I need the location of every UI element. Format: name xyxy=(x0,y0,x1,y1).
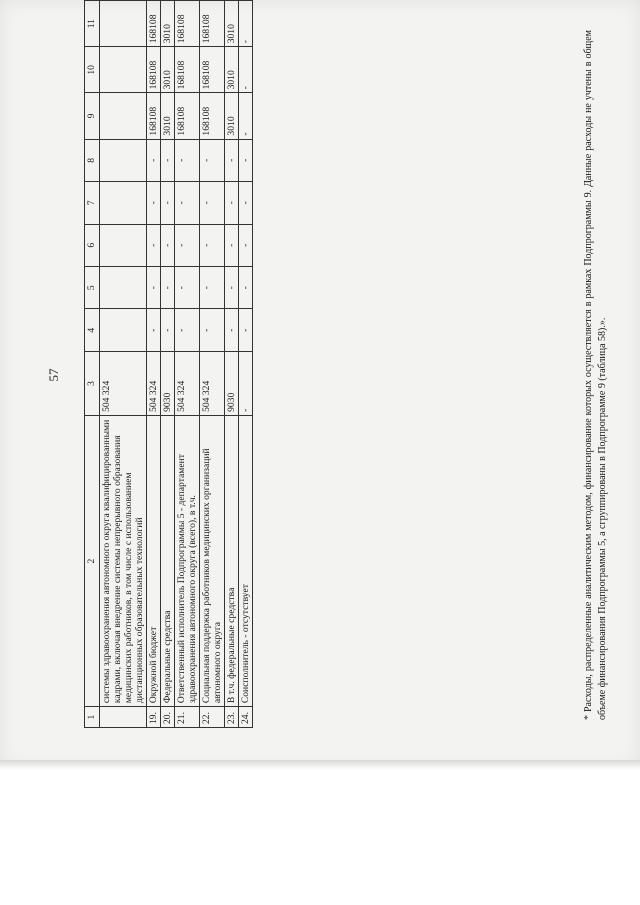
table-cell: - xyxy=(147,224,161,266)
table-cell: - xyxy=(200,182,225,224)
page-number: 57 xyxy=(46,368,61,382)
table-cell: - xyxy=(225,309,239,351)
row-name: системы здравоохранения автономного округа квалифицированными кадрами, включая внедрение системы непрерывного образования медицинских работников, в том числе с использованием дистанционных образовательных технологий xyxy=(100,415,147,706)
table-cell: 168108 xyxy=(175,93,200,139)
header-cell: 6 xyxy=(85,224,100,266)
table-cell: 3010 xyxy=(225,1,239,47)
table-row xyxy=(161,1,175,728)
table-cell: - xyxy=(161,224,175,266)
header-cell: 2 xyxy=(85,415,100,706)
row-number xyxy=(100,707,147,728)
table-cell: 168108 xyxy=(147,93,161,139)
table-cell: 3010 xyxy=(161,1,175,47)
table-row xyxy=(200,1,225,728)
table-cell: - xyxy=(239,93,253,139)
row-number: 23. xyxy=(225,707,239,728)
row-number: 24. xyxy=(239,707,253,728)
table-cell: 504 324 xyxy=(175,351,200,415)
table-cell: - xyxy=(225,182,239,224)
table-cell: - xyxy=(147,182,161,224)
table-cell: - xyxy=(175,224,200,266)
table-cell: 168108 xyxy=(147,47,161,93)
header-cell: 1 xyxy=(85,707,100,728)
table-cell: 9030 xyxy=(161,351,175,415)
table-cell: - xyxy=(225,267,239,309)
table-cell: 168108 xyxy=(175,47,200,93)
header-cell: 7 xyxy=(85,182,100,224)
page-edge-shadow xyxy=(0,760,640,770)
row-number: 20. xyxy=(161,707,175,728)
table-cell xyxy=(100,47,147,93)
table-cell: - xyxy=(239,182,253,224)
table-cell: - xyxy=(239,309,253,351)
table-cell: - xyxy=(147,309,161,351)
table-cell: - xyxy=(200,224,225,266)
header-cell: 3 xyxy=(85,351,100,415)
row-name: Окружной бюджет xyxy=(147,415,161,706)
header-cell: 11 xyxy=(85,1,100,47)
row-name: В т.ч. федеральные средства xyxy=(225,415,239,706)
table-cell: - xyxy=(147,267,161,309)
table-cell: - xyxy=(175,139,200,181)
table-cell: 504 324 xyxy=(100,351,147,415)
table-cell: 3010 xyxy=(161,47,175,93)
table-cell: - xyxy=(225,139,239,181)
table-cell: 3010 xyxy=(161,93,175,139)
table-cell xyxy=(100,224,147,266)
table-cell xyxy=(100,93,147,139)
table-cell: - xyxy=(161,309,175,351)
table-cell: - xyxy=(161,139,175,181)
table-cell xyxy=(100,139,147,181)
table-cell: 9030 xyxy=(225,351,239,415)
table-cell: - xyxy=(175,267,200,309)
header-cell: 4 xyxy=(85,309,100,351)
table-row xyxy=(147,1,161,728)
table-cell: 504 324 xyxy=(147,351,161,415)
row-number: 22. xyxy=(200,707,225,728)
table-cell: 3010 xyxy=(225,47,239,93)
header-cell: 8 xyxy=(85,139,100,181)
table-cell: - xyxy=(239,139,253,181)
header-cell: 9 xyxy=(85,93,100,139)
row-number: 21. xyxy=(175,707,200,728)
table-cell: - xyxy=(147,139,161,181)
table-cell: - xyxy=(239,351,253,415)
budget-table xyxy=(84,0,253,728)
table-cell: 504 324 xyxy=(200,351,225,415)
row-name: Федеральные средства xyxy=(161,415,175,706)
table-cell: - xyxy=(200,267,225,309)
table-cell: - xyxy=(200,139,225,181)
header-cell: 5 xyxy=(85,267,100,309)
table-cell: - xyxy=(239,47,253,93)
table-cell: 168108 xyxy=(200,47,225,93)
row-name: Социальная поддержка работников медицинских организаций автономного округа xyxy=(200,415,225,706)
table-cell xyxy=(100,182,147,224)
table-cell: - xyxy=(200,309,225,351)
table-cell: - xyxy=(239,224,253,266)
table-cell xyxy=(100,309,147,351)
table-cell: 168108 xyxy=(200,93,225,139)
table-row xyxy=(225,1,239,728)
table-cell: 3010 xyxy=(225,93,239,139)
table-cell: - xyxy=(161,182,175,224)
footnote: * Расходы, распределенные аналитическим методом, финансирование которых осуществляется в рамках Подпрограммы 9. Данные расходы не учтены в общем объеме финансирования Подпрограммы 5, а сгруппированы в Подпрограмме 9 (таблица 58).». xyxy=(583,30,608,720)
table-cell: - xyxy=(239,267,253,309)
table-row xyxy=(175,1,200,728)
table-cell xyxy=(100,267,147,309)
table-cell: - xyxy=(239,1,253,47)
row-name: Ответственный исполнитель Подпрограммы 5 - департамент здравоохранения автономного округа (всего), в т.ч. xyxy=(175,415,200,706)
table-row xyxy=(239,1,253,728)
table-header-row xyxy=(85,1,100,728)
row-name: Соисполнитель - отсутствует xyxy=(239,415,253,706)
table-cell: - xyxy=(175,182,200,224)
table-cell: - xyxy=(175,309,200,351)
table-cell: 168108 xyxy=(175,1,200,47)
header-cell: 10 xyxy=(85,47,100,93)
table-cell: 168108 xyxy=(147,1,161,47)
row-number: 19. xyxy=(147,707,161,728)
table-cell: - xyxy=(225,224,239,266)
table-cell xyxy=(100,1,147,47)
table-cell: 168108 xyxy=(200,1,225,47)
table-row xyxy=(100,1,147,728)
table-cell: - xyxy=(161,267,175,309)
